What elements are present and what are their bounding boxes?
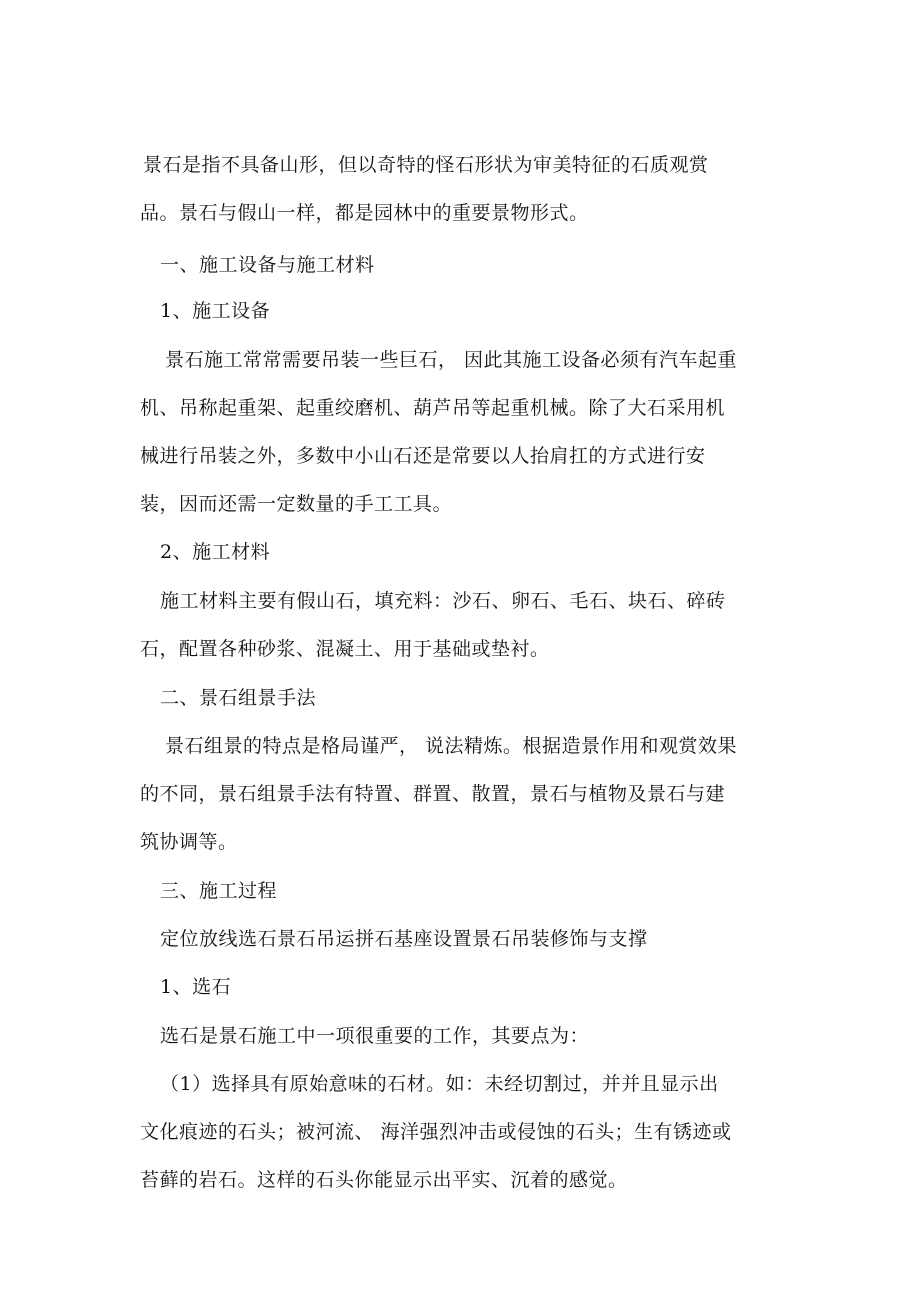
section-3-heading: 三、施工过程 <box>160 880 278 902</box>
paragraph-line: 选石是景石施工中一项很重要的工作，其要点为： <box>160 1025 590 1047</box>
paragraph-line: 景石施工常常需要吊装一些巨石， 因此其施工设备必须有汽车起重 <box>165 349 738 371</box>
intro-line-1: 景石是指不具备山形，但以奇特的怪石形状为审美特征的石质观赏 <box>143 154 709 176</box>
paragraph-line: 施工材料主要有假山石，填充料：沙石、卵石、毛石、块石、碎砖 <box>160 590 726 612</box>
paragraph-line: （1）选择具有原始意味的石材。如：未经切割过，并并且显示出 <box>160 1073 719 1095</box>
paragraph-line: 景石组景的特点是格局谨严， 说法精炼。根据造景作用和观赏效果 <box>165 735 738 757</box>
subsection-1-2-heading: 2、施工材料 <box>160 541 271 563</box>
paragraph-line: 机、吊称起重架、起重绞磨机、葫芦吊等起重机械。除了大石采用机 <box>140 397 726 419</box>
process-steps: 定位放线选石景石吊运拼石基座设置景石吊装修饰与支撑 <box>160 928 648 950</box>
paragraph-line: 的不同，景石组景手法有特置、群置、散置，景石与植物及景石与建 <box>140 783 726 805</box>
paragraph-line: 石，配置各种砂浆、混凝土、用于基础或垫衬。 <box>140 638 550 660</box>
subsection-3-1-heading: 1、选石 <box>160 976 232 998</box>
paragraph-line: 文化痕迹的石头；被河流、 海洋强烈冲击或侵蚀的石头；生有锈迹或 <box>140 1121 732 1143</box>
paragraph-line: 械进行吊装之外，多数中小山石还是常要以人抬肩扛的方式进行安 <box>140 445 706 467</box>
paragraph-line: 装，因而还需一定数量的手工工具。 <box>140 493 453 515</box>
section-1-heading: 一、施工设备与施工材料 <box>160 254 375 276</box>
paragraph-line: 苔藓的岩石。这样的石头你能显示出平实、沉着的感觉。 <box>140 1169 628 1191</box>
section-2-heading: 二、景石组景手法 <box>160 687 317 709</box>
subsection-1-1-heading: 1、施工设备 <box>160 300 271 322</box>
paragraph-line: 筑协调等。 <box>140 831 238 853</box>
intro-line-2: 品。景石与假山一样，都是园林中的重要景物形式。 <box>140 202 589 224</box>
